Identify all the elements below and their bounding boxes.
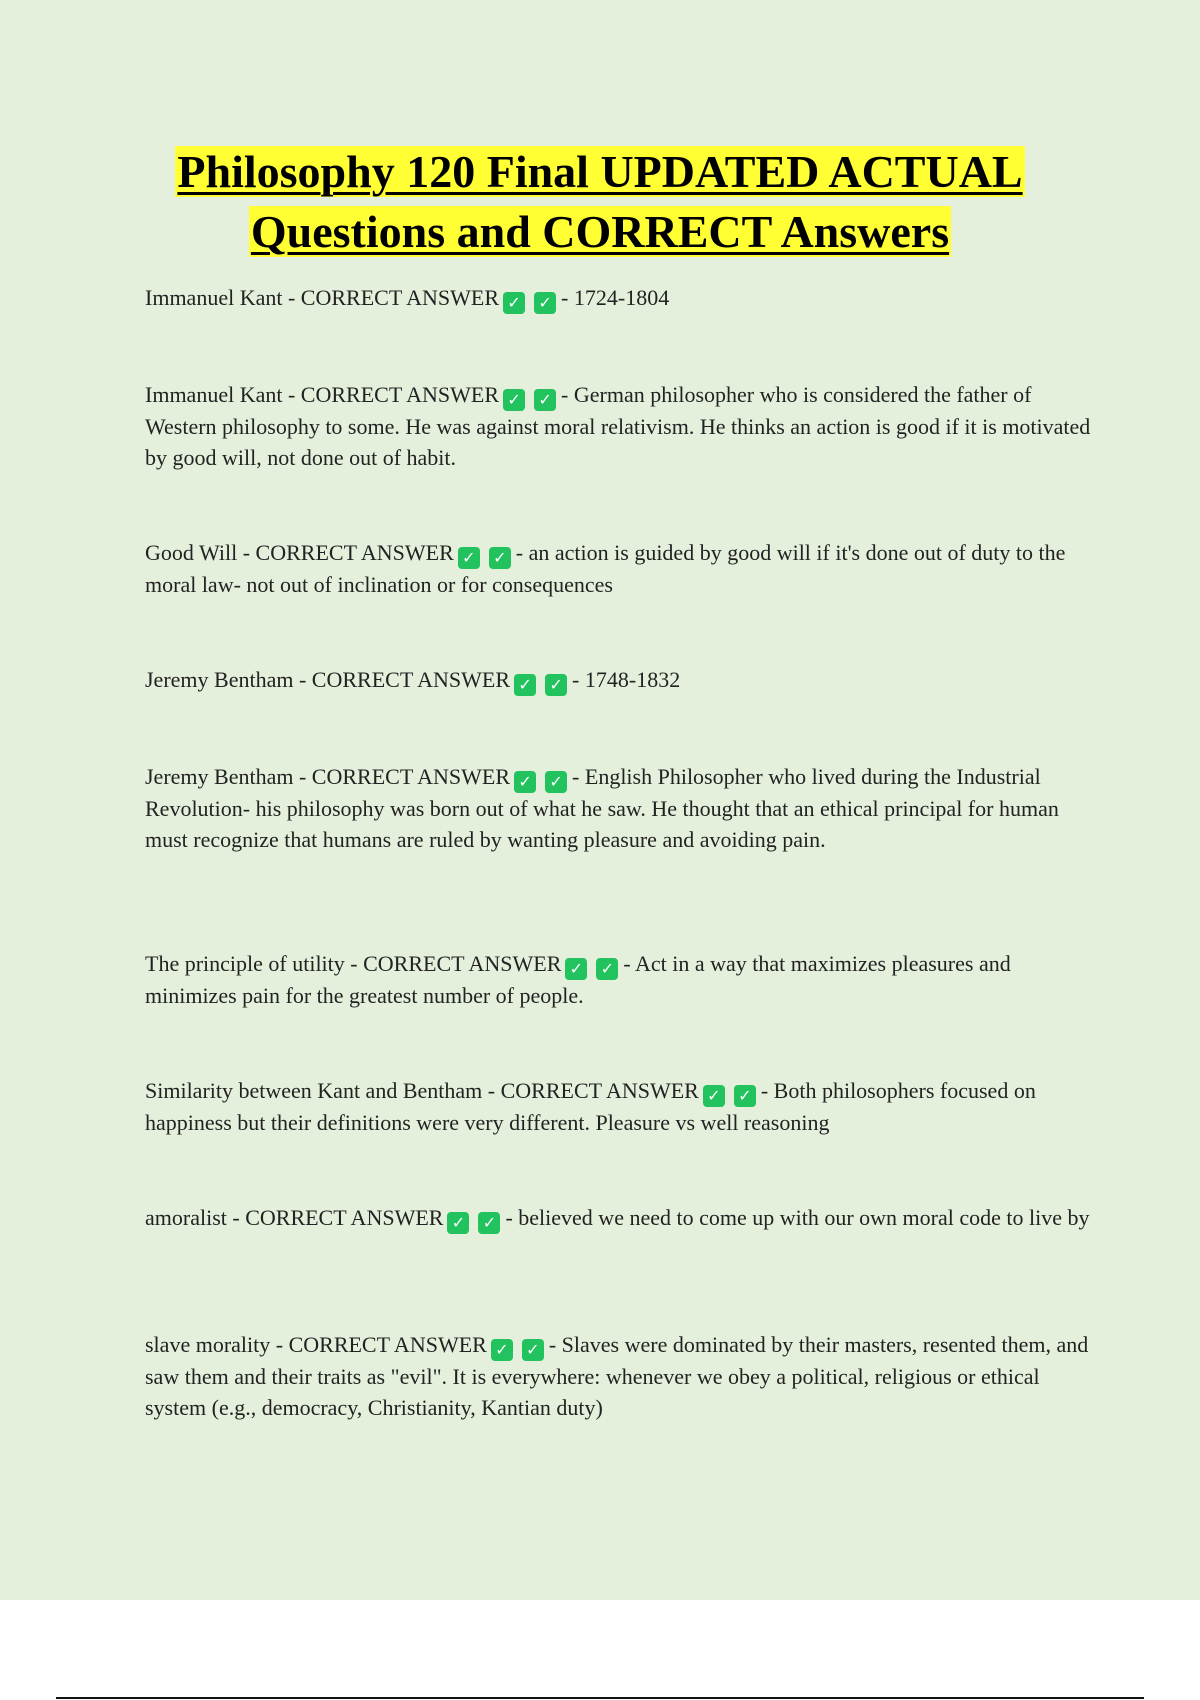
footer-divider (56, 1697, 1144, 1699)
answer-text: 1748-1832 (584, 667, 681, 692)
correct-answer-label: CORRECT ANSWER (245, 1205, 444, 1230)
answer-text: 1724-1804 (573, 285, 670, 310)
correct-answer-label: CORRECT ANSWER (300, 285, 500, 310)
check-icon: ✓ (545, 674, 567, 696)
check-icon: ✓ (503, 389, 525, 411)
question-term: Good Will (145, 540, 238, 565)
correct-answer-label: CORRECT ANSWER (311, 667, 511, 692)
check-icon: ✓ (478, 1212, 500, 1234)
question-term: Jeremy Bentham (145, 667, 294, 692)
answer-text: Both philosophers focused on happiness but their definitions were very different. Pleasure vs well reasoning (145, 1078, 1036, 1135)
answer-text: an action is guided by good will if it's done out of duty to the moral law- not out of inclination or for consequences (145, 540, 1066, 597)
qa-entry: amoralist - CORRECT ANSWER ✓ ✓ - believed we need to come up with our own moral code to live by (145, 1205, 1090, 1232)
question-term: slave morality (145, 1332, 271, 1357)
check-icon: ✓ (514, 771, 536, 793)
check-icon: ✓ (565, 958, 587, 980)
qa-entry: Good Will - CORRECT ANSWER ✓ ✓ - an action is guided by good will if it's done out of duty to the moral law- not out of inclination or for consequences (145, 540, 1066, 597)
qa-entry: Immanuel Kant - CORRECT ANSWER ✓ ✓ - 1724-1804 (145, 285, 670, 312)
qa-entry: Immanuel Kant - CORRECT ANSWER ✓ ✓ - German philosopher who is considered the father of Western philosophy to some. He was against moral relativism. He thinks an action is good if it is motivated by good will, not done out of habit. (145, 382, 1091, 470)
question-term: The principle of utility (145, 951, 345, 976)
title-line-2: Questions and CORRECT Answers (250, 206, 950, 257)
answer-text: German philosopher who is considered the father of Western philosophy to some. He was against moral relativism. He thinks an action is good if it is motivated by good will, not done out of habit. (145, 382, 1091, 470)
question-term: Jeremy Bentham (145, 764, 294, 789)
question-term: Immanuel Kant (145, 285, 283, 310)
answer-text: Slaves were dominated by their masters, resented them, and saw them and their traits as "evil". It is everywhere: whenever we obey a political, religious or ethical system (e.g., democracy, Christianity, Kantian duty) (145, 1332, 1089, 1420)
check-icon: ✓ (514, 674, 536, 696)
correct-answer-label: CORRECT ANSWER (300, 382, 500, 407)
check-icon: ✓ (447, 1212, 469, 1234)
correct-answer-label: CORRECT ANSWER (311, 764, 511, 789)
qa-entry: The principle of utility - CORRECT ANSWER ✓ ✓ - Act in a way that maximizes pleasures and minimizes pain for the greatest number of people. (145, 951, 1011, 1008)
qa-entry: Jeremy Bentham - CORRECT ANSWER ✓ ✓ - 1748-1832 (145, 667, 681, 694)
check-icon: ✓ (703, 1085, 725, 1107)
check-icon: ✓ (491, 1339, 513, 1361)
check-icon: ✓ (545, 771, 567, 793)
check-icon: ✓ (489, 547, 511, 569)
question-term: Similarity between Kant and Bentham (145, 1078, 483, 1103)
check-icon: ✓ (734, 1085, 756, 1107)
correct-answer-label: CORRECT ANSWER (500, 1078, 699, 1103)
qa-entry: slave morality - CORRECT ANSWER ✓ ✓ - Slaves were dominated by their masters, resented them, and saw them and their traits as "evil". It is everywhere: whenever we obey a political, religious or ethical system (e.g., democracy, Christianity, Kantian duty) (145, 1332, 1089, 1420)
check-icon: ✓ (458, 547, 480, 569)
check-icon: ✓ (534, 389, 556, 411)
qa-entry: Similarity between Kant and Bentham - CORRECT ANSWER ✓ ✓ - Both philosophers focused on happiness but their definitions were very different. Pleasure vs well reasoning (145, 1078, 1036, 1135)
title-line-1: Philosophy 120 Final UPDATED ACTUAL (177, 146, 1023, 197)
check-icon: ✓ (596, 958, 618, 980)
qa-entry: Jeremy Bentham - CORRECT ANSWER ✓ ✓ - English Philosopher who lived during the Industrial Revolution- his philosophy was born out of what he saw. He thought that an ethical principal for human must recognize that humans are ruled by wanting pleasure and avoiding pain. (145, 764, 1059, 852)
correct-answer-label: CORRECT ANSWER (255, 540, 454, 565)
question-term: amoralist (145, 1205, 227, 1230)
check-icon: ✓ (503, 292, 525, 314)
check-icon: ✓ (534, 292, 556, 314)
answer-text: Act in a way that maximizes pleasures and minimizes pain for the greatest number of people. (145, 951, 1011, 1008)
correct-answer-label: CORRECT ANSWER (288, 1332, 487, 1357)
answer-text: English Philosopher who lived during the Industrial Revolution- his philosophy was born out of what he saw. He thought that an ethical principal for human must recognize that humans are ruled by wanting pleasure and avoiding pain. (145, 764, 1059, 852)
correct-answer-label: CORRECT ANSWER (363, 951, 562, 976)
document-title (0, 142, 1200, 262)
question-term: Immanuel Kant (145, 382, 283, 407)
answer-text: believed we need to come up with our own moral code to live by (518, 1205, 1090, 1230)
check-icon: ✓ (522, 1339, 544, 1361)
